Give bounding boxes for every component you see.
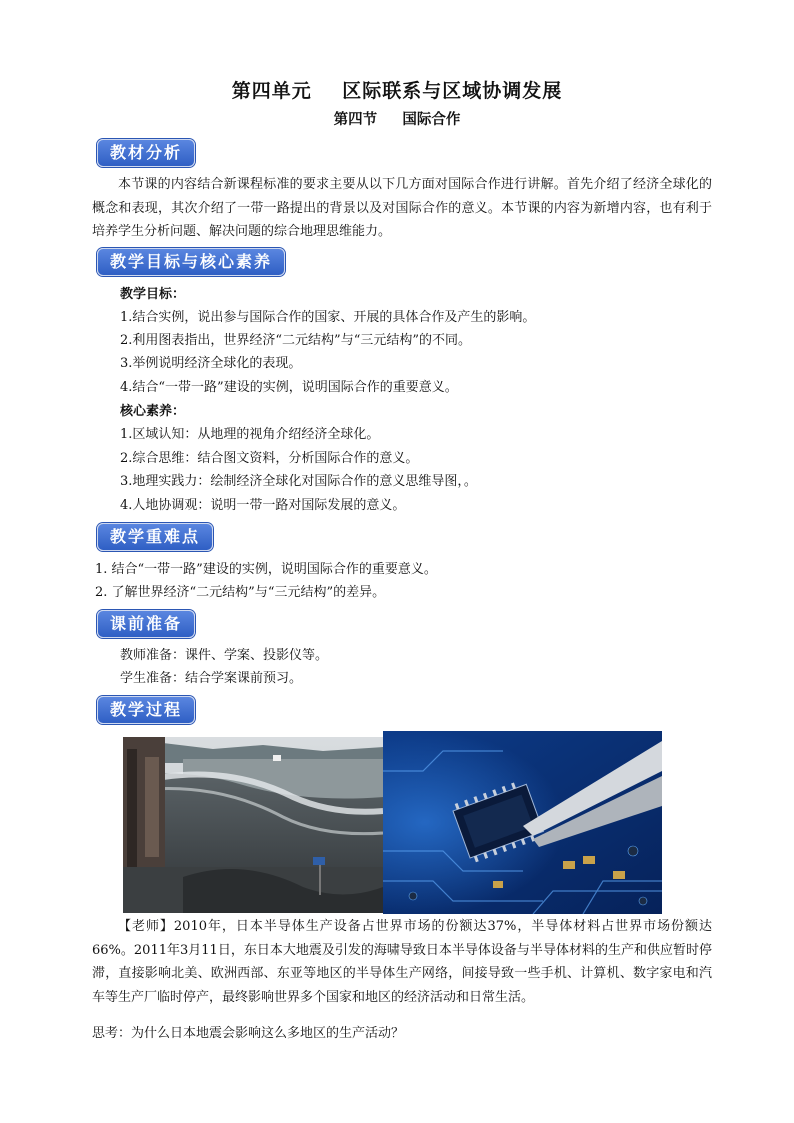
literacy-item: 2.综合思维：结合图文资料，分析国际合作的意义。 [120,451,419,466]
analysis-paragraph: 本节课的内容结合新课程标准的要求主要从以下几方面对国际合作进行讲解。首先介绍了经济全球化的概念和表现，其次介绍了一带一路提出的背景以及对国际合作的意义。本节课的内容为新增内容，也有利于培养学生分析问题、解决问题的综合地理思维能力。 [92,177,712,239]
literacy-item: 1.区域认知：从地理的视角介绍经济全球化。 [120,427,380,442]
goals-heading: 教学目标： [120,287,186,302]
goal-item: 1.结合实例，说出参与国际合作的国家、开展的具体合作及产生的影响。 [120,310,536,325]
student-preparation: 学生准备：结合学案课前预习。 [120,671,303,686]
section-badge-preparation: 课前准备 [97,610,195,638]
unit-title: 第四单元 区际联系与区域协调发展 [231,80,563,102]
section-badge-process: 教学过程 [97,696,195,724]
goal-item: 2.利用图表指出，世界经济“二元结构”与“三元结构”的不同。 [120,333,471,348]
semiconductor-chip-photo [383,731,662,914]
tsunami-photo [123,737,383,913]
section-badge-analysis: 教材分析 [97,139,195,167]
teacher-paragraph: 【老师】2010年，日本半导体生产设备占世界市场的份额达37%，半导体材料占世界市场份额达66%。2011年3月11日，东日本大地震及引发的海啸导致日本半导体设备与半导体材料的生产和供应暂时停滞，直接影响北美、欧洲西部、东亚等地区的半导体生产网络，间接导致一些手机、计算机、数字家电和汽车等生产厂临时停产，最终影响世界多个国家和地区的经济活动和日常生活。 [92,919,712,1005]
goal-item: 4.结合“一带一路”建设的实例，说明国际合作的重要意义。 [120,380,458,395]
literacy-item: 3.地理实践力：绘制经济全球化对国际合作的意义思维导图，。 [120,474,477,489]
key-point-item: 2. 了解世界经济“二元结构”与“三元结构”的差异。 [95,585,386,600]
key-point-item: 1. 结合“一带一路”建设的实例，说明国际合作的重要意义。 [95,562,437,577]
literacy-item: 4.人地协调观：说明一带一路对国际发展的意义。 [120,498,406,513]
thinking-question: 思考：为什么日本地震会影响这么多地区的生产活动？ [92,1026,405,1041]
goal-item: 3.举例说明经济全球化的表现。 [120,356,302,371]
literacy-heading: 核心素养： [120,404,186,419]
section-badge-objectives: 教学目标与核心素养 [97,248,285,276]
section-title: 第四节 国际合作 [333,111,461,128]
section-badge-key-points: 教学重难点 [97,523,213,551]
teacher-preparation: 教师准备：课件、学案、投影仪等。 [120,648,329,663]
